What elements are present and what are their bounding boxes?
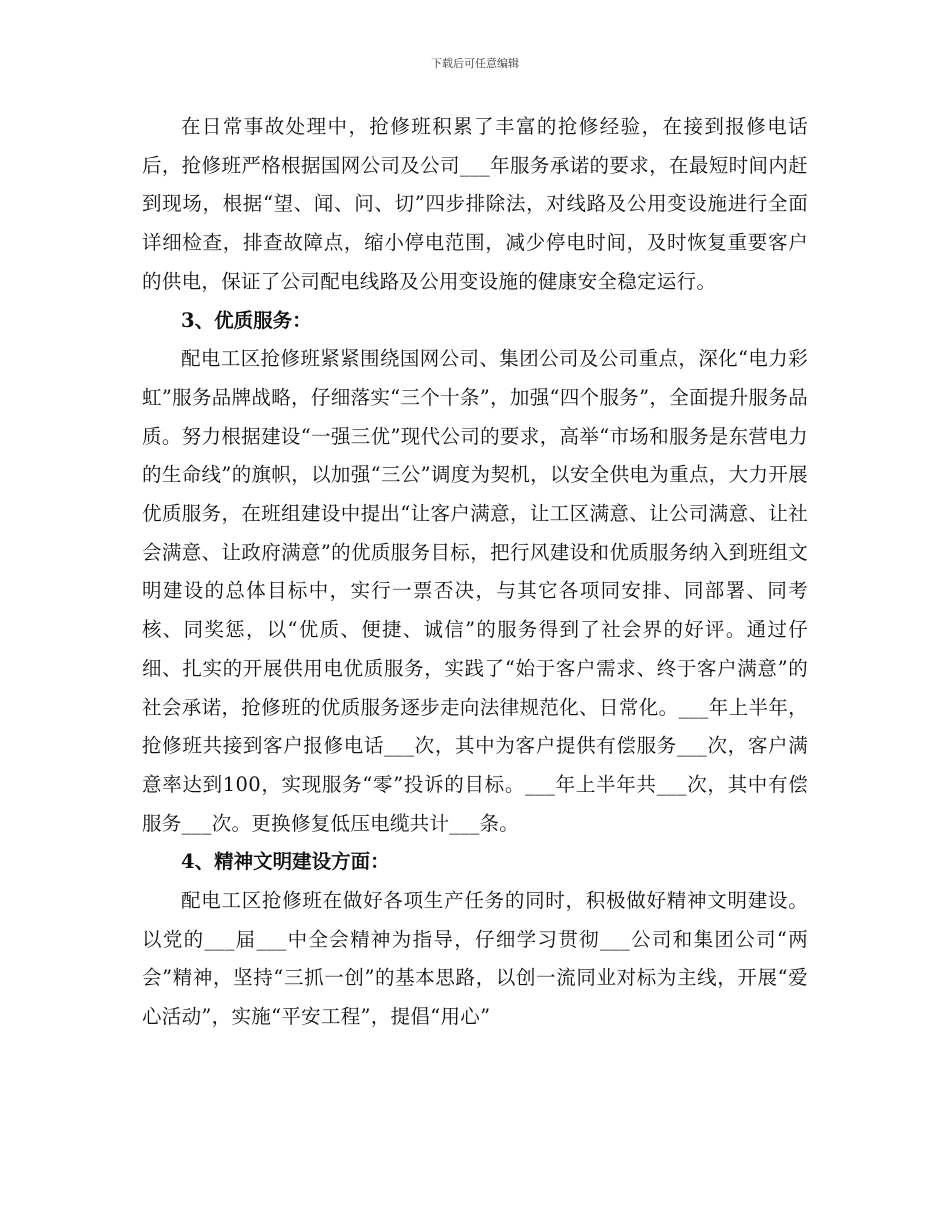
paragraph-repair-experience: 在日常事故处理中，抢修班积累了丰富的抢修经验，在接到报修电话后，抢修班严格根据国网公司及公司___年服务承诺的要求，在最短时间内赶到现场，根据“望、闻、问、切”四步排除法，对线路及公用变设施进行全面详细检查，排查故障点，缩小停电范围，减少停电时间，及时恢复重要客户的供电，保证了公司配电线路及公用变设施的健康安全稳定运行。 xyxy=(142,115,808,293)
section-heading-spiritual-civilization: 4、精神文明建设方面： xyxy=(181,850,390,874)
paragraph-quality-service: 配电工区抢修班紧紧围绕国网公司、集团公司及公司重点，深化“电力彩虹”服务品牌战略，仔细落实“三个十条”，加强“四个服务”，全面提升服务品质。努力根据建设“一强三优”现代公司的要求，高举“市场和服务是东营电力的生命线”的旗帜，以加强“三公”调度为契机，以安全供电为重点，大力开展优质服务，在班组建设中提出“让客户满意，让工区满意、让公司满意、让社会满意、让政府满意”的优质服务目标，把行风建设和优质服务纳入到班组文明建设的总体目标中，实行一票否决，与其它各项同安排、同部署、同考核、同奖惩，以“优质、便捷、诚信”的服务得到了社会界的好评。通过仔细、扎实的开展供用电优质服务，实践了“始于客户需求、终于客户满意”的社会承诺，抢修班的优质服务逐步走向法律规范化、日常化。___年上半年，抢修班共接到客户报修电话___次，其中为客户提供有偿服务___次，客户满意率达到100，实现服务“零”投诉的目标。___年上半年共___次，其中有偿服务___次。更换修复低压电缆共计___条。 xyxy=(142,347,808,835)
paragraph-spiritual-civilization: 配电工区抢修班在做好各项生产任务的同时，积极做好精神文明建设。以党的___届___中全会精神为指导，仔细学习贯彻___公司和集团公司“两会”精神，坚持“三抓一创”的基本思路，以创一流同业对标为主线，开展“爱心活动”，实施“平安工程”，提倡“用心” xyxy=(142,889,808,1029)
document-body xyxy=(142,108,808,1037)
page-header-note: 下载后可任意编辑 xyxy=(431,57,519,70)
section-heading-quality-service: 3、优质服务： xyxy=(181,308,312,332)
